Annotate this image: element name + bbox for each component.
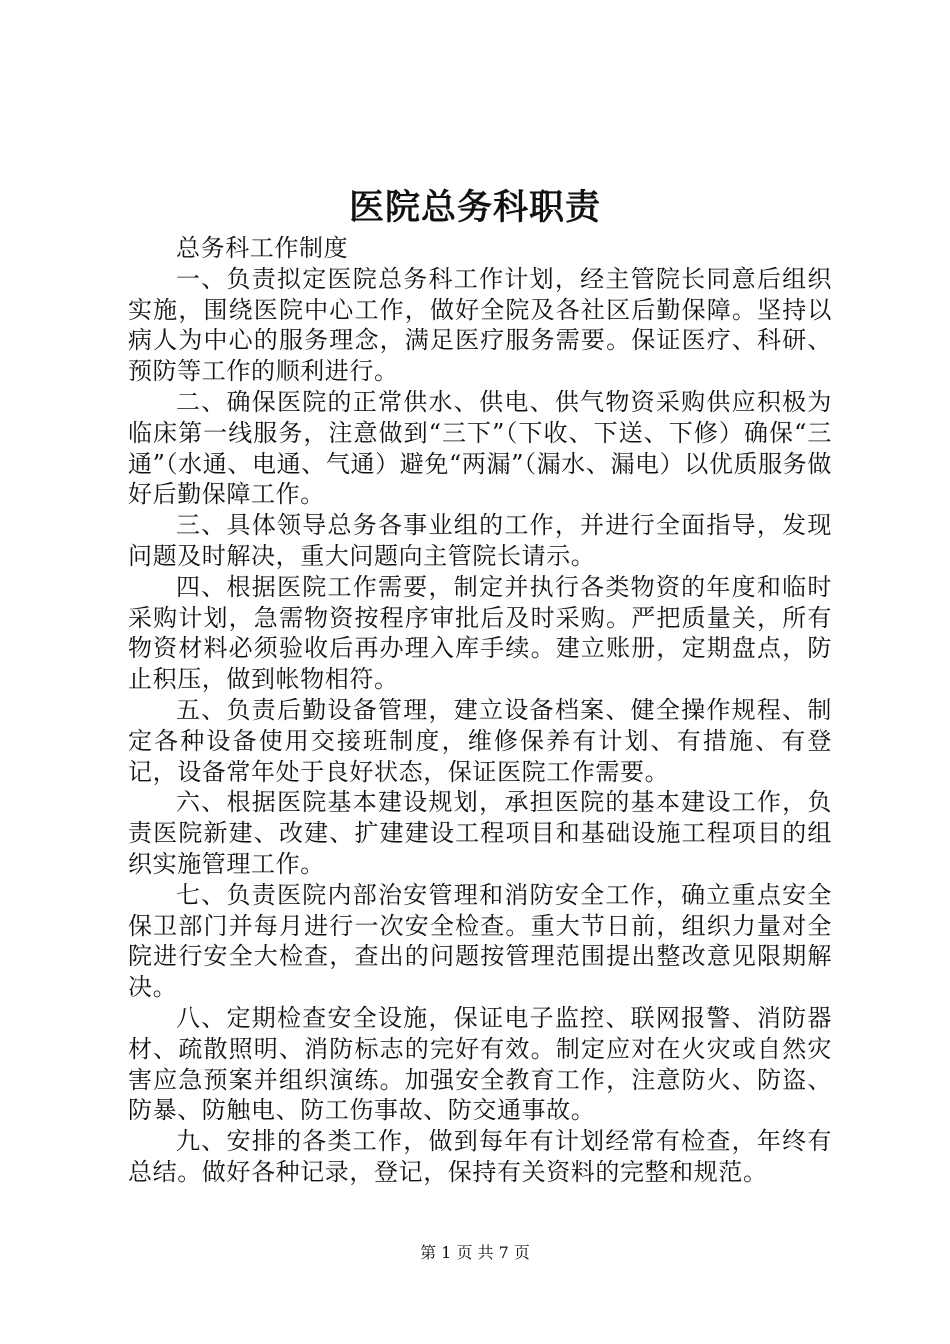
document-title: 医院总务科职责	[348, 188, 601, 228]
document-body	[128, 233, 832, 1188]
paragraph-1: 一、负责拟定医院总务科工作计划，经主管院长同意后组织实施，围绕医院中心工作，做好全院及各社区后勤保障。坚持以病人为中心的服务理念，满足医疗服务需要。保证医疗、科研、预防等工作的顺利进行。	[128, 264, 832, 386]
paragraph-5: 五、负责后勤设备管理，建立设备档案、健全操作规程、制定各种设备使用交接班制度，维修保养有计划、有措施、有登记，设备常年处于良好状态，保证医院工作需要。	[128, 695, 832, 786]
paragraph-9: 九、安排的各类工作，做到每年有计划经常有检查，年终有总结。做好各种记录，登记，保持有关资料的完整和规范。	[128, 1127, 832, 1186]
paragraph-4: 四、根据医院工作需要，制定并执行各类物资的年度和临时采购计划，急需物资按程序审批后及时采购。严把质量关，所有物资材料必须验收后再办理入库手续。建立账册，定期盘点，防止积压，做到帐物相符。	[128, 572, 832, 694]
paragraph-3: 三、具体领导总务各事业组的工作，并进行全面指导，发现问题及时解决，重大问题向主管院长请示。	[128, 511, 832, 570]
section-subheading: 总务科工作制度	[176, 234, 349, 262]
paragraph-2: 二、确保医院的正常供水、供电、供气物资采购供应积极为临床第一线服务，注意做到“三下”（下收、下送、下修）确保“三通”（水通、电通、气通）避免“两漏”（漏水、漏电）以优质服务做好后勤保障工作。	[128, 387, 832, 509]
page-footer: 第 1 页 共 7 页	[420, 1243, 530, 1262]
paragraph-8: 八、定期检查安全设施，保证电子监控、联网报警、消防器材、疏散照明、消防标志的完好有效。制定应对在火灾或自然灾害应急预案并组织演练。加强安全教育工作，注意防火、防盗、防暴、防触电、防工伤事故、防交通事故。	[128, 1003, 832, 1125]
paragraph-6: 六、根据医院基本建设规划，承担医院的基本建设工作，负责医院新建、改建、扩建建设工程项目和基础设施工程项目的组织实施管理工作。	[128, 788, 832, 878]
paragraph-7: 七、负责医院内部治安管理和消防安全工作，确立重点安全保卫部门并每月进行一次安全检查。重大节日前，组织力量对全院进行安全大检查，查出的问题按管理范围提出整改意见限期解决。	[128, 880, 832, 1002]
